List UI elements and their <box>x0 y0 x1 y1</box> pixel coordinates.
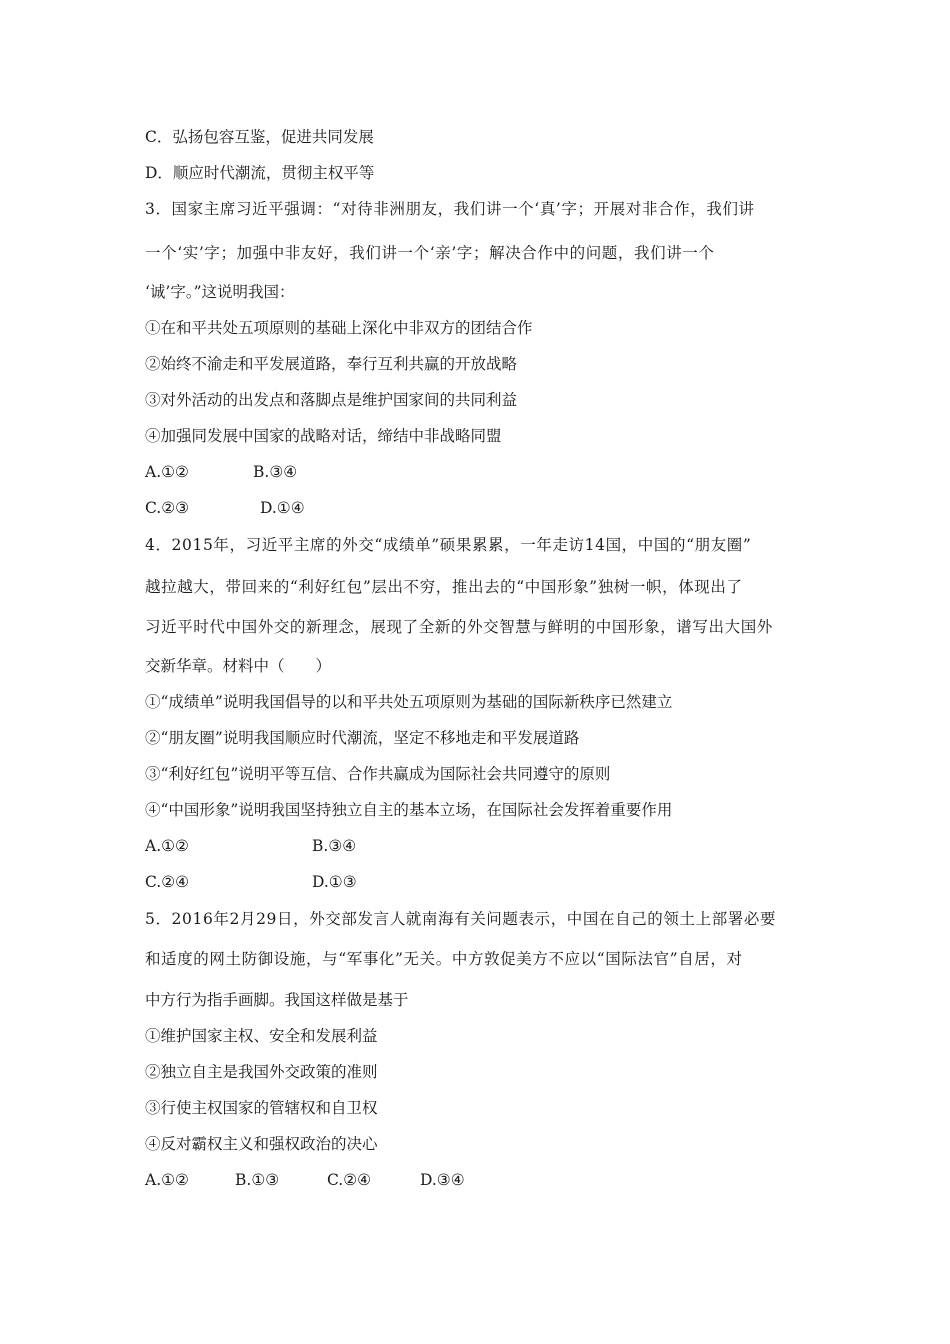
q3-item-3: ③对外活动的出发点和落脚点是维护国家间的共同利益 <box>145 391 518 409</box>
q4-option-d: D.①③ <box>312 873 357 891</box>
q5-item-1: ①维护国家主权、安全和发展利益 <box>145 1027 378 1045</box>
q5-item-3: ③行使主权国家的管辖权和自卫权 <box>145 1099 378 1117</box>
q5-option-d: D.③④ <box>420 1171 465 1189</box>
q5-option-a: A.①② <box>145 1171 189 1189</box>
q4-stem-line-3: 习近平时代中国外交的新理念，展现了全新的外交智慧与鲜明的中国形象，谱写出大国外 <box>145 618 773 636</box>
q5-option-c: C.②④ <box>327 1171 372 1189</box>
q4-option-a: A.①② <box>145 837 189 855</box>
q4-stem-line-4: 交新华章。材料中（ ） <box>145 657 332 675</box>
q5-stem-line-1: 5．2016年2月29日，外交部发言人就南海有关问题表示，中国在自己的领土上部署必要 <box>145 910 777 928</box>
q3-option-d: D.①④ <box>260 499 305 517</box>
q4-option-c: C.②④ <box>145 873 190 891</box>
q2-option-d: D．顺应时代潮流，贯彻主权平等 <box>145 164 375 182</box>
q3-stem-line-1: 3．国家主席习近平强调：“对待非洲朋友，我们讲一个‘真’字；开展对非合作，我们讲 <box>145 200 755 218</box>
q3-stem-line-3: ‘诚’字。”这说明我国： <box>145 283 295 301</box>
q4-option-b: B.③④ <box>312 837 357 855</box>
q3-option-c: C.②③ <box>145 499 190 517</box>
q3-item-2: ②始终不渝走和平发展道路，奉行互利共赢的开放战略 <box>145 355 518 373</box>
q4-item-1: ①“成绩单”说明我国倡导的以和平共处五项原则为基础的国际新秩序已然建立 <box>145 693 673 711</box>
q4-item-2: ②“朋友圈”说明我国顺应时代潮流，坚定不移地走和平发展道路 <box>145 729 580 747</box>
q4-item-3: ③“利好红包”说明平等互信、合作共赢成为国际社会共同遵守的原则 <box>145 765 611 783</box>
q3-option-b: B.③④ <box>253 463 298 481</box>
q4-stem-line-1: 4．2015年，习近平主席的外交“成绩单”硕果累累，一年走访14国，中国的“朋友圈” <box>145 536 752 554</box>
q3-item-1: ①在和平共处五项原则的基础上深化中非双方的团结合作 <box>145 319 533 337</box>
q5-stem-line-3: 中方行为指手画脚。我国这样做是基于 <box>145 991 409 1009</box>
q5-stem-line-2: 和适度的网土防御设施，与“军事化”无关。中方敦促美方不应以“国际法官”自居，对 <box>145 950 743 968</box>
q4-item-4: ④“中国形象”说明我国坚持独立自主的基本立场，在国际社会发挥着重要作用 <box>145 801 673 819</box>
q5-option-b: B.①③ <box>235 1171 280 1189</box>
q5-item-2: ②独立自主是我国外交政策的准则 <box>145 1063 378 1081</box>
q5-item-4: ④反对霸权主义和强权政治的决心 <box>145 1135 378 1153</box>
q4-stem-line-2: 越拉越大，带回来的“利好红包”层出不穷，推出去的“中国形象”独树一帜，体现出了 <box>145 578 743 596</box>
q3-stem-line-2: 一个‘实’字；加强中非友好，我们讲一个‘亲’字；解决合作中的问题，我们讲一个 <box>145 244 715 262</box>
q3-item-4: ④加强同发展中国家的战略对话，缔结中非战略同盟 <box>145 427 502 445</box>
q2-option-c: C．弘扬包容互鉴，促进共同发展 <box>145 128 374 146</box>
q3-option-a: A.①② <box>145 463 189 481</box>
